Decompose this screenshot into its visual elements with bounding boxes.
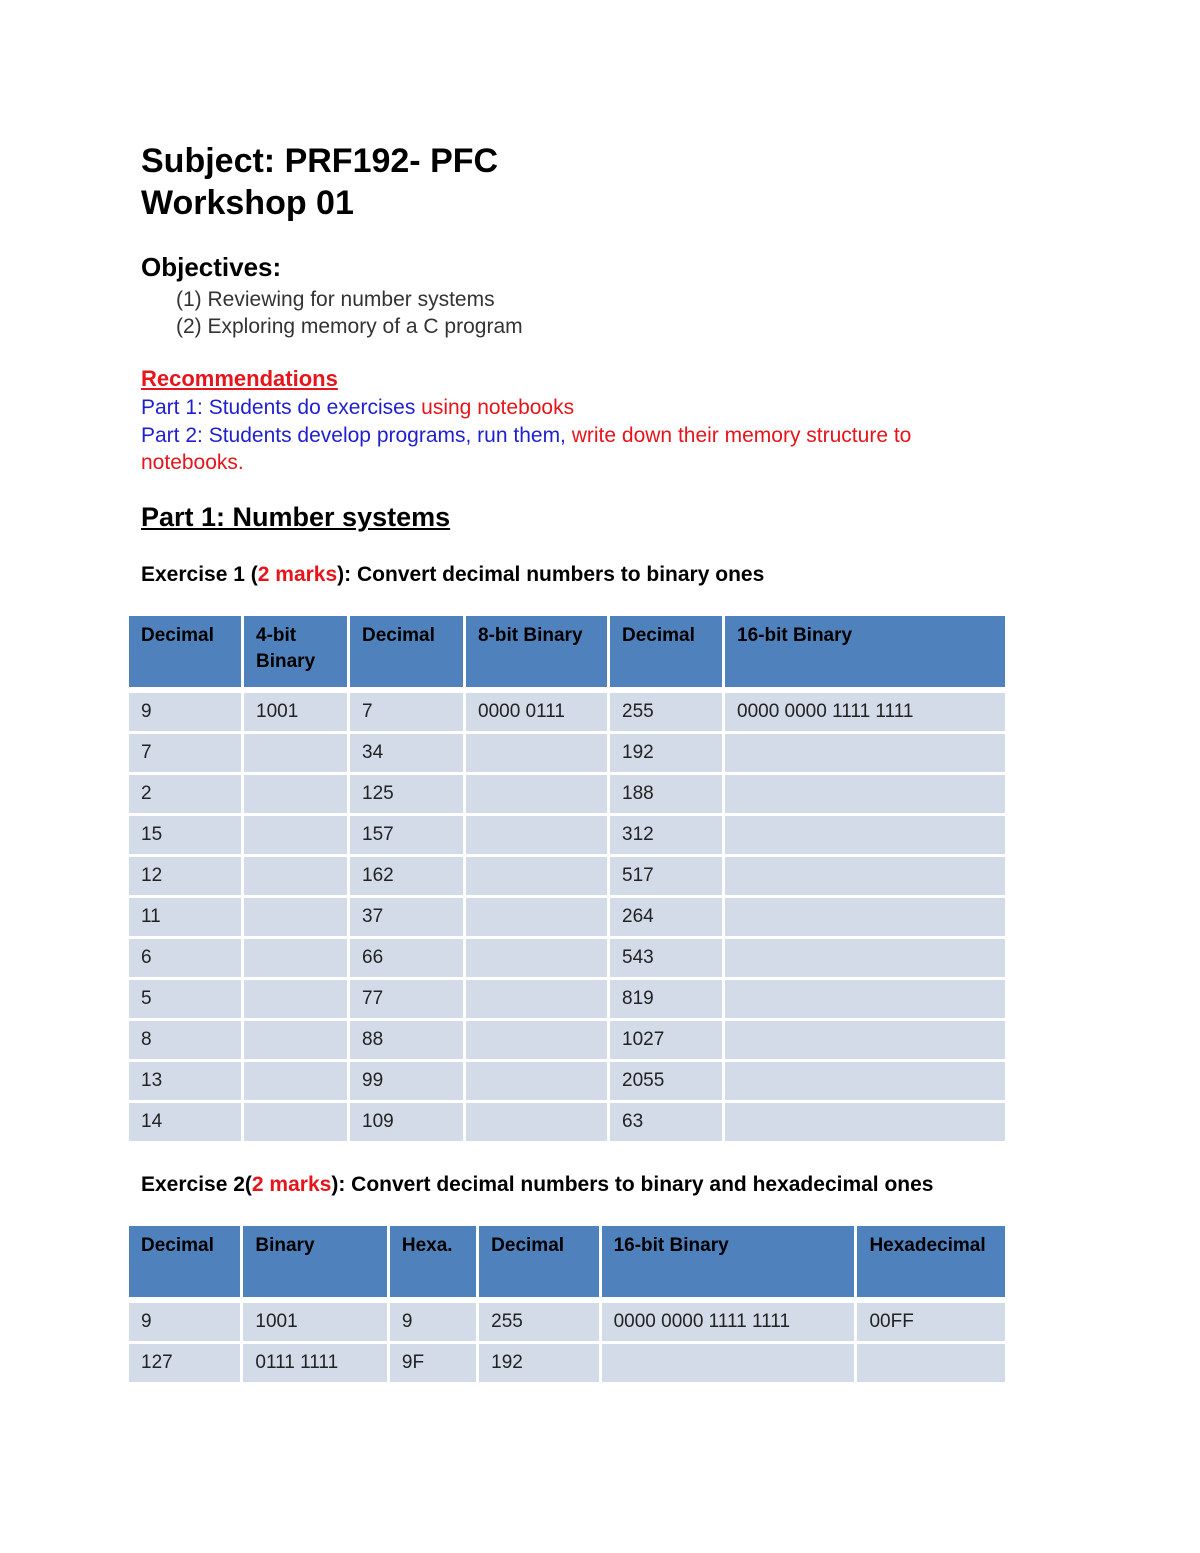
table-cell: 312 [610,816,722,854]
exercise2-heading-prefix: Exercise 2( [141,1173,252,1196]
column-header: Decimal [610,616,722,687]
table-cell: 0000 0000 1111 1111 [602,1303,855,1341]
column-header: 16-bit Binary [725,616,1005,687]
table-cell: 188 [610,775,722,813]
table-cell [466,1021,607,1059]
table-cell: 34 [350,734,463,772]
table-cell: 9 [129,1303,240,1341]
exercise2-table [126,1223,1008,1385]
table-cell [244,939,347,977]
table-row [129,1062,1005,1100]
column-header: 4-bit Binary [244,616,347,687]
table-cell: 0111 1111 [243,1344,387,1382]
table-cell: 255 [610,693,722,731]
recommendation-part2 [141,422,911,449]
column-header: Binary [243,1226,387,1297]
table-cell [244,775,347,813]
recommendation-part2-text: Part 2: Students develop programs, run them, [141,424,572,447]
column-header: Decimal [129,1226,240,1297]
table-cell [602,1344,855,1382]
column-header: Hexa. [390,1226,476,1297]
table-cell [244,1062,347,1100]
table-cell: 77 [350,980,463,1018]
table-cell: 7 [350,693,463,731]
table-cell [725,1021,1005,1059]
table-cell [466,980,607,1018]
objective-item: (2) Exploring memory of a C program [176,315,523,338]
table-cell [725,980,1005,1018]
table-row [129,693,1005,731]
table-cell: 2 [129,775,241,813]
table-cell [725,939,1005,977]
table-cell [466,857,607,895]
table-cell [466,898,607,936]
table-cell [466,775,607,813]
recommendation-part2-continued: notebooks. [141,451,244,474]
table-cell: 66 [350,939,463,977]
table-cell [725,734,1005,772]
table-cell: 0000 0111 [466,693,607,731]
table-row [129,734,1005,772]
objectives-heading: Objectives: [141,252,282,282]
table-cell [244,980,347,1018]
workshop-title: Workshop 01 [141,184,354,222]
table-cell: 13 [129,1062,241,1100]
table-cell: 2055 [610,1062,722,1100]
table-cell [725,816,1005,854]
table-cell: 15 [129,816,241,854]
column-header: Hexadecimal [857,1226,1005,1297]
table-cell: 9 [129,693,241,731]
column-header: Decimal [129,616,241,687]
exercise2-marks: 2 marks [251,1173,332,1196]
table-row [129,816,1005,854]
table-cell: 7 [129,734,241,772]
table-cell: 9 [390,1303,476,1341]
subject-title: Subject: PRF192- PFC [141,142,499,180]
table-cell [466,1103,607,1141]
table-cell: 264 [610,898,722,936]
table-cell: 543 [610,939,722,977]
table-cell [466,816,607,854]
table-row [129,775,1005,813]
table-cell: 6 [129,939,241,977]
table-row [129,1103,1005,1141]
exercise1-marks: 2 marks [257,563,338,586]
table-cell: 5 [129,980,241,1018]
table-cell: 127 [129,1344,240,1382]
table-cell [466,734,607,772]
table-row [129,1344,1005,1382]
table-cell: 192 [479,1344,598,1382]
exercise2-heading-suffix: ): Convert decimal numbers to binary and hexadecimal ones [331,1173,934,1196]
table-cell [725,1103,1005,1141]
table-cell: 162 [350,857,463,895]
table-cell: 1001 [244,693,347,731]
exercise1-heading [141,563,764,587]
column-header: Decimal [479,1226,598,1297]
table-cell: 9F [390,1344,476,1382]
table-cell: 37 [350,898,463,936]
table-row [129,857,1005,895]
table-cell [466,1062,607,1100]
table-cell: 0000 0000 1111 1111 [725,693,1005,731]
table-cell [857,1344,1005,1382]
exercise1-heading-prefix: Exercise 1 ( [141,563,258,586]
table-cell [244,1021,347,1059]
table-cell: 125 [350,775,463,813]
table-cell: 819 [610,980,722,1018]
objective-item: (1) Reviewing for number systems [176,288,495,311]
column-header: 16-bit Binary [602,1226,855,1297]
recommendation-part1-emphasis: using notebooks [421,396,575,419]
table-row [129,1303,1005,1341]
exercise1-heading-suffix: ): Convert decimal numbers to binary ones [337,563,765,586]
exercise2-heading [141,1173,934,1197]
table-cell: 109 [350,1103,463,1141]
exercise1-table [126,613,1008,1144]
table-cell: 255 [479,1303,598,1341]
table-row [129,898,1005,936]
table-cell: 1027 [610,1021,722,1059]
table-cell [244,898,347,936]
table-cell [244,816,347,854]
table-cell: 1001 [243,1303,387,1341]
table-cell [725,857,1005,895]
column-header: 8-bit Binary [466,616,607,687]
table-cell: 192 [610,734,722,772]
exercise2-header-row [129,1226,1005,1297]
table-cell: 517 [610,857,722,895]
recommendations-heading: Recommendations [141,366,338,391]
recommendation-part1-text: Part 1: Students do exercises [141,396,422,419]
table-cell: 14 [129,1103,241,1141]
table-cell [244,734,347,772]
table-cell [466,939,607,977]
table-cell: 88 [350,1021,463,1059]
table-row [129,980,1005,1018]
table-cell: 11 [129,898,241,936]
table-cell: 00FF [857,1303,1005,1341]
recommendation-part1 [141,394,574,421]
table-cell: 157 [350,816,463,854]
column-header: Decimal [350,616,463,687]
table-row [129,939,1005,977]
table-row [129,1021,1005,1059]
part1-heading: Part 1: Number systems [141,502,451,532]
table-cell [725,1062,1005,1100]
table-cell [725,898,1005,936]
table-cell [244,1103,347,1141]
table-cell [725,775,1005,813]
table-cell: 8 [129,1021,241,1059]
exercise1-header-row [129,616,1005,687]
table-cell [244,857,347,895]
recommendation-part2-emphasis: write down their memory structure to [571,424,912,447]
table-cell: 12 [129,857,241,895]
table-cell: 63 [610,1103,722,1141]
table-cell: 99 [350,1062,463,1100]
